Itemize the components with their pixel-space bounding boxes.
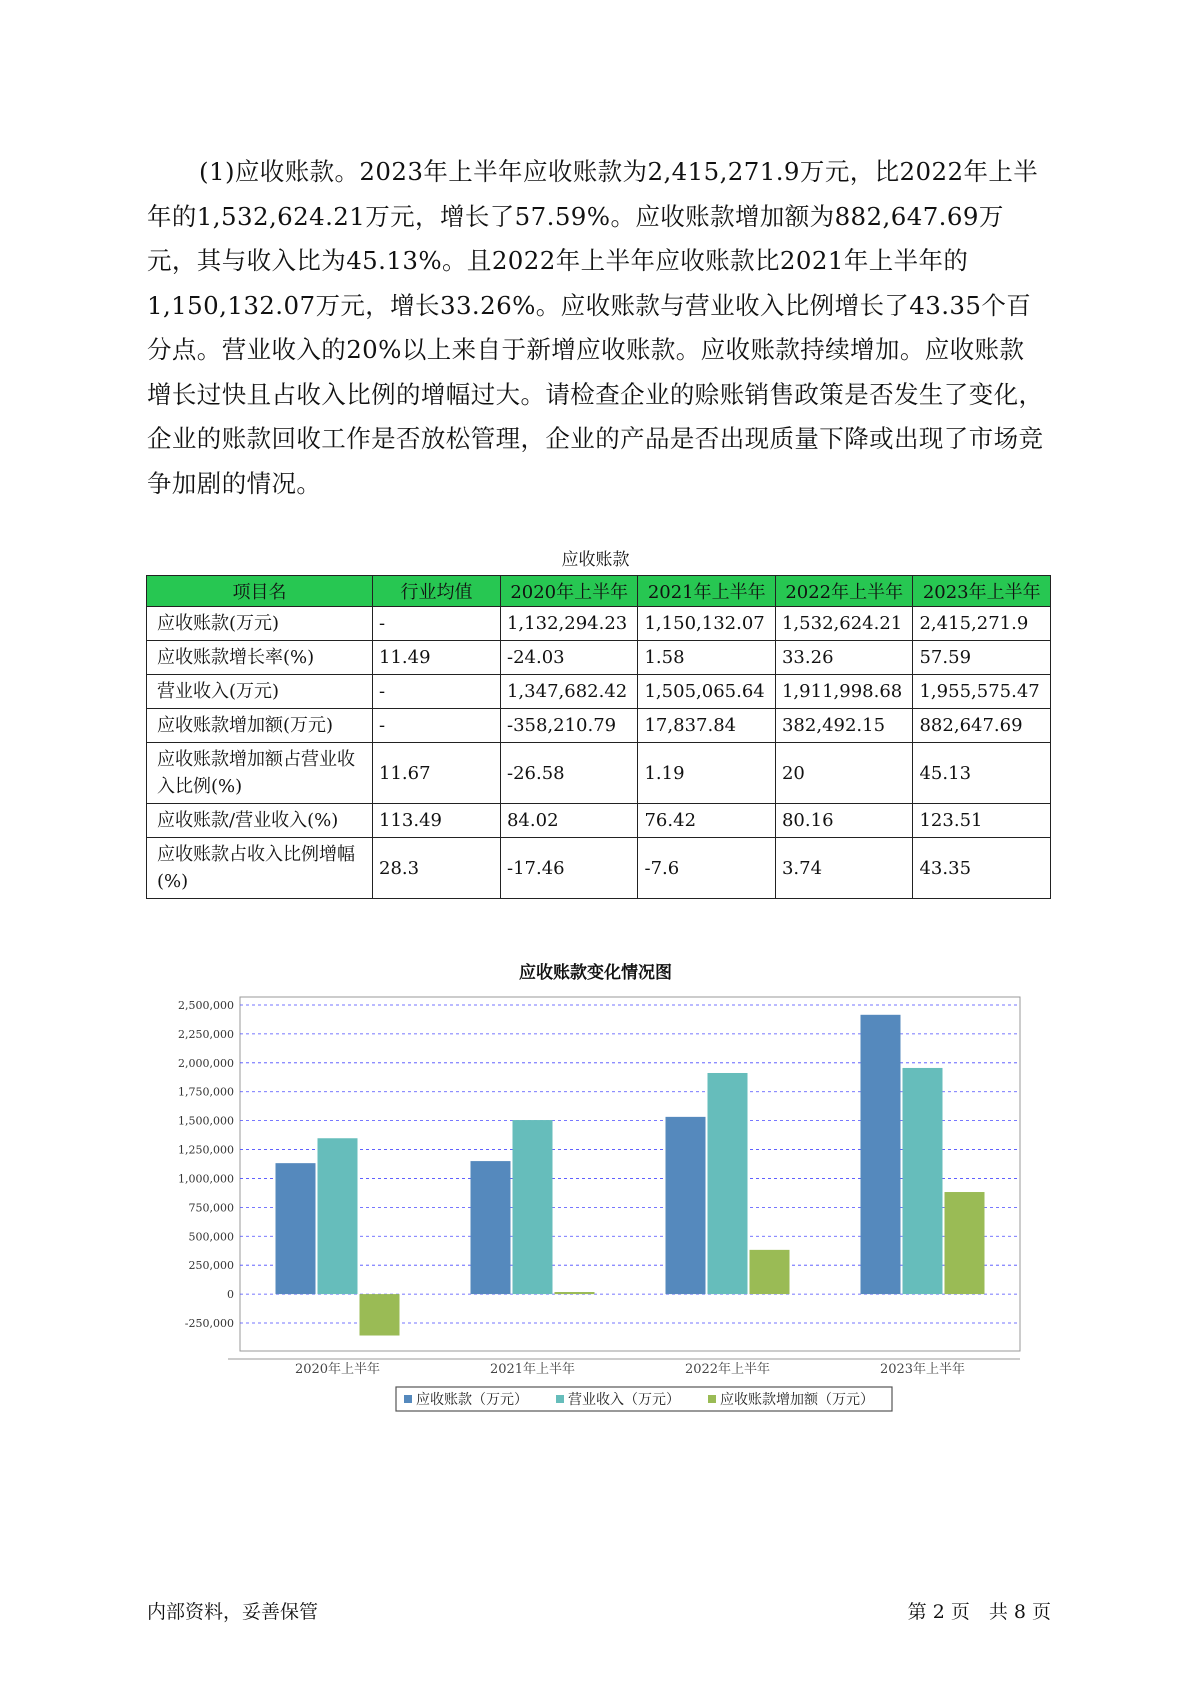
header-cell: 2023年上半年 <box>913 576 1051 607</box>
header-cell: 项目名 <box>147 576 373 607</box>
y-tick-label: 250,000 <box>188 1259 234 1273</box>
table-cell: 1.58 <box>638 641 776 675</box>
table-cell: 43.35 <box>913 838 1051 899</box>
table-cell: 33.26 <box>775 641 913 675</box>
table-cell: 84.02 <box>500 804 638 838</box>
bar <box>276 1163 316 1294</box>
row-label: 应收账款(万元) <box>147 607 373 641</box>
bar <box>513 1120 553 1294</box>
table-cell: 11.67 <box>373 743 501 804</box>
table-caption: 应收账款 <box>561 550 630 570</box>
paragraph-text: (1)应收账款。2023年上半年应收账款为2,415,271.9万元，比2022年上半年的1,532,624.21万元，增长了57.59%。应收账款增加额为882,647.69万元，其与收入比为45.13%。且2022年上半年应收账款比2021年上半年的1,150,132.07万元，增长33.26%。应收账款与营业收入比例增长了43.35个百分点。营业收入的20%以上来自于新增应收账款。应收账款持续增加。应收账款增长过快且占收入比例的增幅过大。请检查企业的赊账销售政策是否发生了变化，企业的账款回收工作是否放松管理，企业的产品是否出现质量下降或出现了市场竞争加剧的情况。 <box>147 157 1044 498</box>
table-cell: 882,647.69 <box>913 709 1051 743</box>
row-label: 应收账款增长率(%) <box>147 641 373 675</box>
table-cell: 2,415,271.9 <box>913 607 1051 641</box>
legend-swatch <box>708 1395 716 1403</box>
table-cell: 1,150,132.07 <box>638 607 776 641</box>
bar <box>666 1117 706 1294</box>
analysis-paragraph <box>147 150 1047 506</box>
legend-swatch <box>404 1395 412 1403</box>
bar <box>318 1138 358 1294</box>
table-cell: - <box>373 675 501 709</box>
y-tick-label: 750,000 <box>188 1201 234 1215</box>
table-cell: -17.46 <box>500 838 638 899</box>
table-cell: 123.51 <box>913 804 1051 838</box>
x-tick-label: 2023年上半年 <box>879 1362 966 1377</box>
y-tick-label: 1,750,000 <box>178 1085 234 1099</box>
table-cell: 20 <box>775 743 913 804</box>
table-cell: - <box>373 607 501 641</box>
bar <box>861 1015 901 1294</box>
y-tick-label: 2,000,000 <box>178 1056 234 1070</box>
table-row <box>147 838 1051 899</box>
table-row <box>147 743 1051 804</box>
table-cell: 45.13 <box>913 743 1051 804</box>
table-cell: 113.49 <box>373 804 501 838</box>
y-tick-label: 500,000 <box>188 1230 234 1244</box>
legend-swatch <box>556 1395 564 1403</box>
table-cell: -7.6 <box>638 838 776 899</box>
bar <box>471 1161 511 1294</box>
table-cell: 1,911,998.68 <box>775 675 913 709</box>
row-label: 应收账款增加额(万元) <box>147 709 373 743</box>
footer-confidential-note: 内部资料，妥善保管 <box>147 1601 319 1623</box>
row-label: 应收账款/营业收入(%) <box>147 804 373 838</box>
receivables-table <box>146 575 1051 899</box>
bar <box>750 1250 790 1294</box>
table-cell: 1,347,682.42 <box>500 675 638 709</box>
legend-label: 营业收入（万元） <box>568 1392 680 1408</box>
x-tick-label: 2022年上半年 <box>684 1362 771 1377</box>
y-tick-label: -250,000 <box>184 1317 234 1330</box>
bar <box>945 1192 985 1294</box>
x-tick-label: 2021年上半年 <box>489 1362 576 1377</box>
row-label: 应收账款占收入比例增幅(%) <box>147 838 373 899</box>
y-tick-label: 2,500,000 <box>178 999 234 1012</box>
table-cell: 382,492.15 <box>775 709 913 743</box>
table-cell: -26.58 <box>500 743 638 804</box>
table-cell: -358,210.79 <box>500 709 638 743</box>
table-cell: -24.03 <box>500 641 638 675</box>
row-label: 应收账款增加额占营业收入比例(%) <box>147 743 373 804</box>
bar <box>555 1292 595 1294</box>
header-cell: 2021年上半年 <box>638 576 776 607</box>
header-cell: 2020年上半年 <box>500 576 638 607</box>
receivables-bar-chart <box>140 985 1060 1425</box>
y-tick-label: 1,500,000 <box>178 1114 234 1128</box>
legend-label: 应收账款增加额（万元） <box>720 1392 874 1408</box>
bar <box>360 1294 400 1335</box>
legend-label: 应收账款（万元） <box>416 1392 528 1408</box>
bar <box>708 1073 748 1294</box>
table-cell: 28.3 <box>373 838 501 899</box>
row-label: 营业收入(万元) <box>147 675 373 709</box>
table-cell: 76.42 <box>638 804 776 838</box>
y-tick-label: 1,250,000 <box>178 1143 234 1157</box>
table-row <box>147 675 1051 709</box>
y-tick-label: 2,250,000 <box>178 1027 234 1041</box>
table-cell: 17,837.84 <box>638 709 776 743</box>
table-cell: 11.49 <box>373 641 501 675</box>
table-row <box>147 709 1051 743</box>
footer-page-number: 第 2 页 共 8 页 <box>907 1601 1051 1623</box>
table-cell: 1,132,294.23 <box>500 607 638 641</box>
table-cell: - <box>373 709 501 743</box>
y-tick-label: 1,000,000 <box>178 1172 234 1186</box>
header-cell: 行业均值 <box>373 576 501 607</box>
chart-title: 应收账款变化情况图 <box>519 963 672 983</box>
table-cell: 1.19 <box>638 743 776 804</box>
table-cell: 3.74 <box>775 838 913 899</box>
table-row <box>147 641 1051 675</box>
table-header-row <box>147 576 1051 607</box>
table-cell: 1,532,624.21 <box>775 607 913 641</box>
table-row <box>147 804 1051 838</box>
table-cell: 80.16 <box>775 804 913 838</box>
table-cell: 1,955,575.47 <box>913 675 1051 709</box>
y-tick-label: 0 <box>227 1288 234 1302</box>
table-row <box>147 607 1051 641</box>
x-tick-label: 2020年上半年 <box>294 1362 381 1377</box>
header-cell: 2022年上半年 <box>775 576 913 607</box>
bar <box>903 1068 943 1294</box>
table-cell: 57.59 <box>913 641 1051 675</box>
table-cell: 1,505,065.64 <box>638 675 776 709</box>
